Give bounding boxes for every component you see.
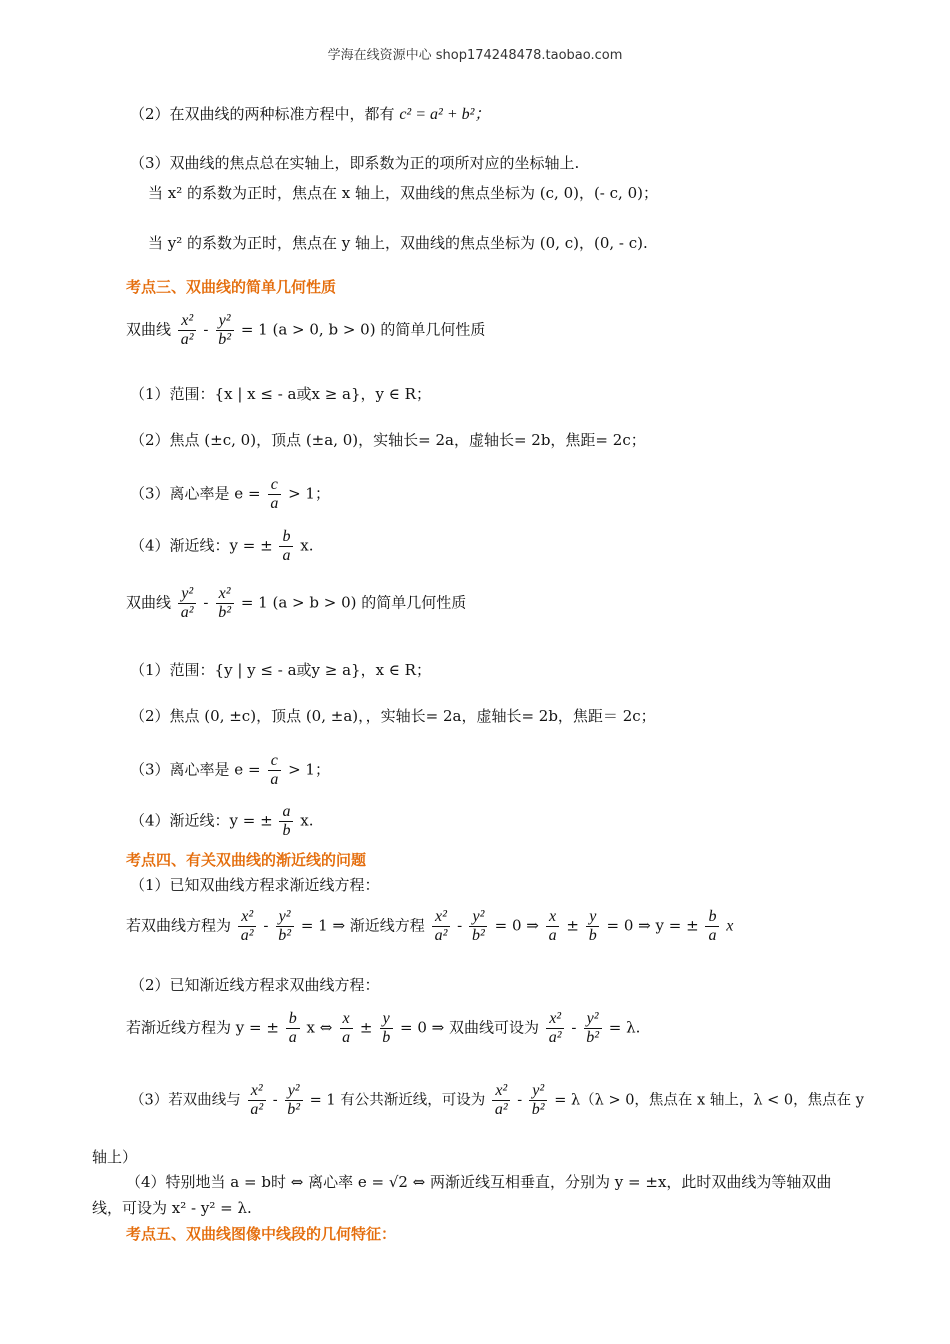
line-focus-x: 当 x² 的系数为正时，焦点在 x 轴上，双曲线的焦点坐标为 (c, 0)，(- c, 0)； <box>148 184 658 202</box>
hyperbola-y-heading: 双曲线 $\frac{\text{y²}}{\text{a²}}$ - $\frac{\text{x²}}{\text{b²}}$ = 1 (a > b > 0) 的简单几何性质 <box>126 585 467 621</box>
page-header: 学海在线资源中心 shop174248478.taobao.com <box>327 48 623 63</box>
equiaxial-hyperbola-cont: 线，可设为 x² - y² = λ. <box>92 1199 252 1217</box>
prop-asymptote-2: （4）渐近线：y = ± $\frac{a}{b}$ x. <box>130 803 314 839</box>
prop-asymptote-1: （4）渐近线：y = ± $\frac{b}{a}$ x. <box>130 528 314 564</box>
line-focus-axis: （3）双曲线的焦点总在实轴上，即系数为正的项所对应的坐标轴上. <box>130 154 580 172</box>
common-asymptote-cont: 轴上） <box>92 1148 138 1166</box>
asymptote-derivation: 若双曲线方程为 $\frac{\text{x²}}{\text{a²}}$ - $\frac{\text{y²}}{\text{b²}}$ = 1 ⇒ 渐近线方程 $\frac{\text{x²}}{\text{a²}}$ - $\frac{\text{y²}}{\text{b²}}$ = 0 ⇒ $\frac{x}{a}$ ± $\frac{y}{b}$ = 0 ⇒ y = ± $\frac{b}{a}$ x <box>126 908 734 944</box>
equiaxial-hyperbola: （4）特别地当 a = b时 ⇔ 离心率 e = √2 ⇔ 两渐近线互相垂直，分别为 y = ±x，此时双曲线为等轴双曲 <box>126 1173 832 1191</box>
prop-range-2: （1）范围：{y | y ≤ - a或y ≥ a}，x ∈ R； <box>130 661 431 679</box>
section-title-4: 考点四、有关双曲线的渐近线的问题 <box>126 851 367 869</box>
prop-eccentricity-2: （3）离心率是 e = $\frac{c}{a}$ > 1； <box>130 752 330 788</box>
prop-range-1: （1）范围：{x | x ≤ - a或x ≥ a}，y ∈ R； <box>130 385 431 403</box>
section-title-3: 考点三、双曲线的简单几何性质 <box>126 278 337 296</box>
prop-focus-1: （2）焦点 (±c, 0)，顶点 (±a, 0)，实轴长= 2a，虚轴长= 2b，焦距= 2c； <box>130 431 646 449</box>
eq-from-asymptote: （2）已知渐近线方程求双曲线方程： <box>130 976 380 994</box>
line-focus-y: 当 y² 的系数为正时，焦点在 y 轴上，双曲线的焦点坐标为 (0, c)，(0, - c). <box>148 234 648 252</box>
eq-from-asymptote-derivation: 若渐近线方程为 y = ± $\frac{b}{a}$ x ⇔ $\frac{x}{a}$ ± $\frac{y}{b}$ = 0 ⇒ 双曲线可设为 $\frac{\text{x²}}{\text{a²}}$ - $\frac{\text{y²}}{\text{b²}}$ = λ. <box>126 1010 641 1046</box>
prop-eccentricity-1: （3）离心率是 e = $\frac{c}{a}$ > 1； <box>130 476 330 512</box>
asymptote-from-eq: （1）已知双曲线方程求渐近线方程： <box>130 876 380 894</box>
prop-focus-2: （2）焦点 (0, ±c)，顶点 (0, ±a)，，实轴长= 2a，虚轴长= 2b，焦距＝ 2c； <box>130 707 656 725</box>
common-asymptote: （3）若双曲线与 $\frac{\text{x²}}{\text{a²}}$ - $\frac{\text{y²}}{\text{b²}}$ = 1 有公共渐近线，可设为 $\frac{\text{x²}}{\text{a²}}$ - $\frac{\text{y²}}{\text{b²}}$ = λ（λ > 0，焦点在 x 轴上，λ < 0，焦点在 y <box>130 1082 864 1118</box>
section-title-5: 考点五、双曲线图像中线段的几何特征： <box>126 1225 397 1243</box>
hyperbola-x-heading: 双曲线 $\frac{\text{x²}}{\text{a²}}$ - $\frac{\text{y²}}{\text{b²}}$ = 1 (a > 0, b > 0) 的简单几何性质 <box>126 312 486 348</box>
line-standard-eq: （2）在双曲线的两种标准方程中，都有 c² = a² + b²； <box>130 105 491 123</box>
